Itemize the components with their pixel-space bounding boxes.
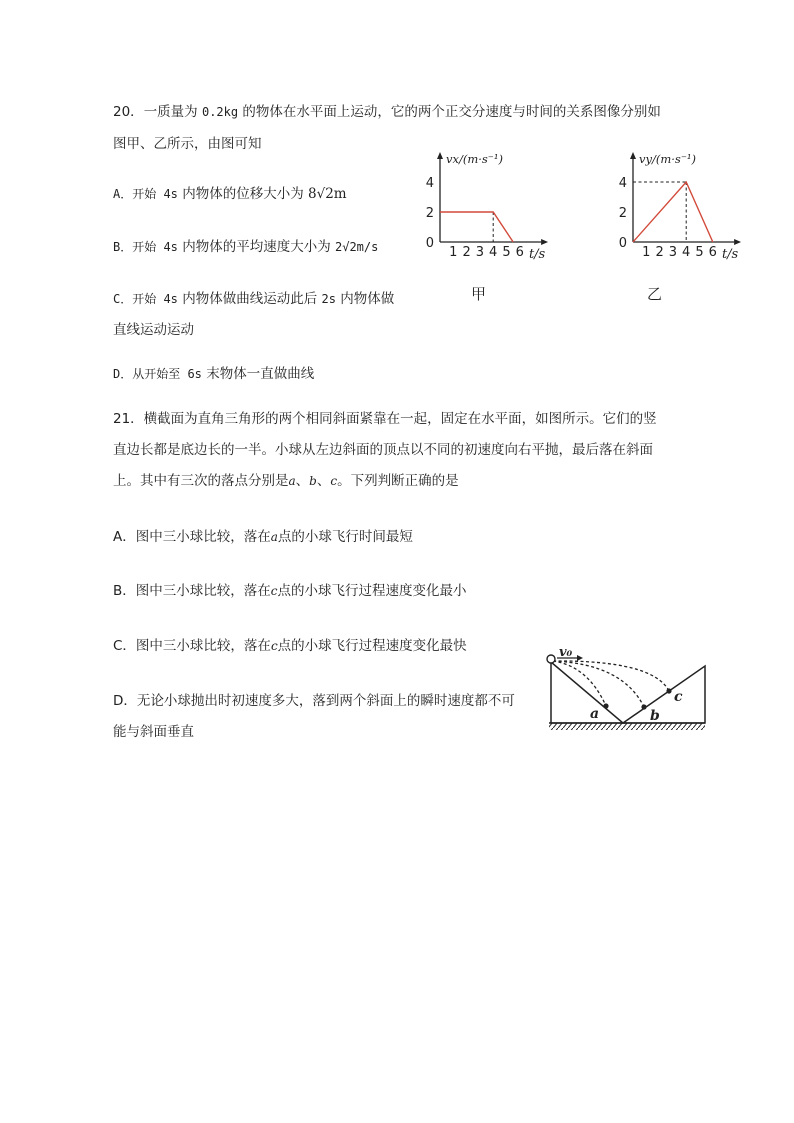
landing-point-c <box>666 688 671 693</box>
q20-option-a-value: 8√2m <box>308 186 347 202</box>
y-tick-label: 4 <box>618 176 627 191</box>
y-axis-arrow <box>630 152 636 159</box>
y-tick-label: 4 <box>425 176 434 191</box>
series-line <box>440 212 513 242</box>
trajectory-a <box>553 661 606 706</box>
x-tick-label: 4 <box>489 245 498 260</box>
q20-option-c-line2: 直线运动运动 <box>113 322 194 338</box>
q21-option-d-line2: 能与斜面垂直 <box>113 724 194 740</box>
x-tick-label: 6 <box>708 245 717 260</box>
incline-diagram <box>543 644 713 736</box>
x-tick-label: 2 <box>462 245 471 260</box>
figure-yi <box>611 150 761 270</box>
x-tick-label: 4 <box>682 245 691 260</box>
q20-option-b: B．开始 4s 内物体的平均速度大小为 2√2m/s <box>113 239 379 255</box>
figure-jia <box>418 150 568 270</box>
q21-option-d-line1: D．无论小球抛出时初速度多大，落到两个斜面上的瞬时速度都不可 <box>113 693 515 709</box>
q21-option-b: B．图中三小球比较，落在c点的小球飞行过程速度变化最小 <box>113 583 467 599</box>
q20-mass: 0.2kg <box>201 105 239 119</box>
figure-jia-caption: 甲 <box>471 285 487 303</box>
x-tick-label: 5 <box>695 245 704 260</box>
chart-yi <box>611 150 761 270</box>
ground-hatch <box>549 723 705 730</box>
q20-number: 20． <box>113 104 144 120</box>
q21-stem-line1: 21．横截面为直角三角形的两个相同斜面紧靠在一起，固定在水平面，如图所示。它们的竖 <box>113 411 657 427</box>
label-c: c <box>674 689 683 705</box>
x-axis-arrow <box>541 239 548 245</box>
label-a: a <box>590 706 600 722</box>
q21-option-a: A．图中三小球比较，落在a点的小球飞行时间最短 <box>113 529 413 545</box>
series-line <box>633 182 713 242</box>
q20-option-a: A．开始 4s 内物体的位移大小为 8√2m <box>113 186 347 202</box>
landing-point-b <box>641 704 646 709</box>
figure-yi-caption: 乙 <box>647 285 663 303</box>
x-tick-label: 1 <box>642 245 651 260</box>
x-tick-label: 3 <box>475 245 485 260</box>
q20-option-c-line1: C．开始 4s 内物体做曲线运动此后 2s 内物体做 <box>113 291 395 307</box>
y-tick-label: 0 <box>425 236 434 251</box>
x-tick-label: 6 <box>515 245 524 260</box>
x-axis-label: t/s <box>721 247 739 262</box>
y-tick-label: 0 <box>618 236 627 251</box>
ball <box>547 655 555 663</box>
q21-option-c: C．图中三小球比较，落在c点的小球飞行过程速度变化最快 <box>113 638 467 654</box>
x-tick-label: 1 <box>449 245 458 260</box>
v0-arrowhead <box>577 655 583 661</box>
q21-stem-line2: 直边长都是底边长的一半。小球从左边斜面的顶点以不同的初速度向右平抛，最后落在斜面 <box>113 442 653 458</box>
q20-option-b-value: 2√2m/s <box>335 240 379 254</box>
q20-option-d: D．从开始至 6s 末物体一直做曲线 <box>113 366 315 382</box>
landing-point-a <box>603 703 608 708</box>
x-axis-label: t/s <box>528 247 546 262</box>
x-tick-label: 3 <box>668 245 678 260</box>
figure-inclines <box>543 644 713 736</box>
y-tick-label: 2 <box>425 206 434 221</box>
y-axis-arrow <box>437 152 443 159</box>
y-axis-label: vx/(m·s⁻¹) <box>446 152 503 166</box>
y-axis-label: vy/(m·s⁻¹) <box>639 152 696 166</box>
left-incline <box>551 662 623 723</box>
x-tick-label: 5 <box>502 245 511 260</box>
q21-stem-line3: 上。其中有三次的落点分别是a、b、c。下列判断正确的是 <box>113 473 459 489</box>
y-tick-label: 2 <box>618 206 627 221</box>
x-tick-label: 2 <box>655 245 664 260</box>
q20-stem-line2: 图甲、乙所示，由图可知 <box>113 136 262 152</box>
label-b: b <box>650 708 660 724</box>
q20-stem-line1: 20．一质量为 0.2kg 的物体在水平面上运动，它的两个正交分速度与时间的关系图像分别如 <box>113 104 661 120</box>
right-incline <box>623 666 705 723</box>
v0-label: v₀ <box>559 645 573 660</box>
x-axis-arrow <box>734 239 741 245</box>
chart-jia <box>418 150 568 270</box>
